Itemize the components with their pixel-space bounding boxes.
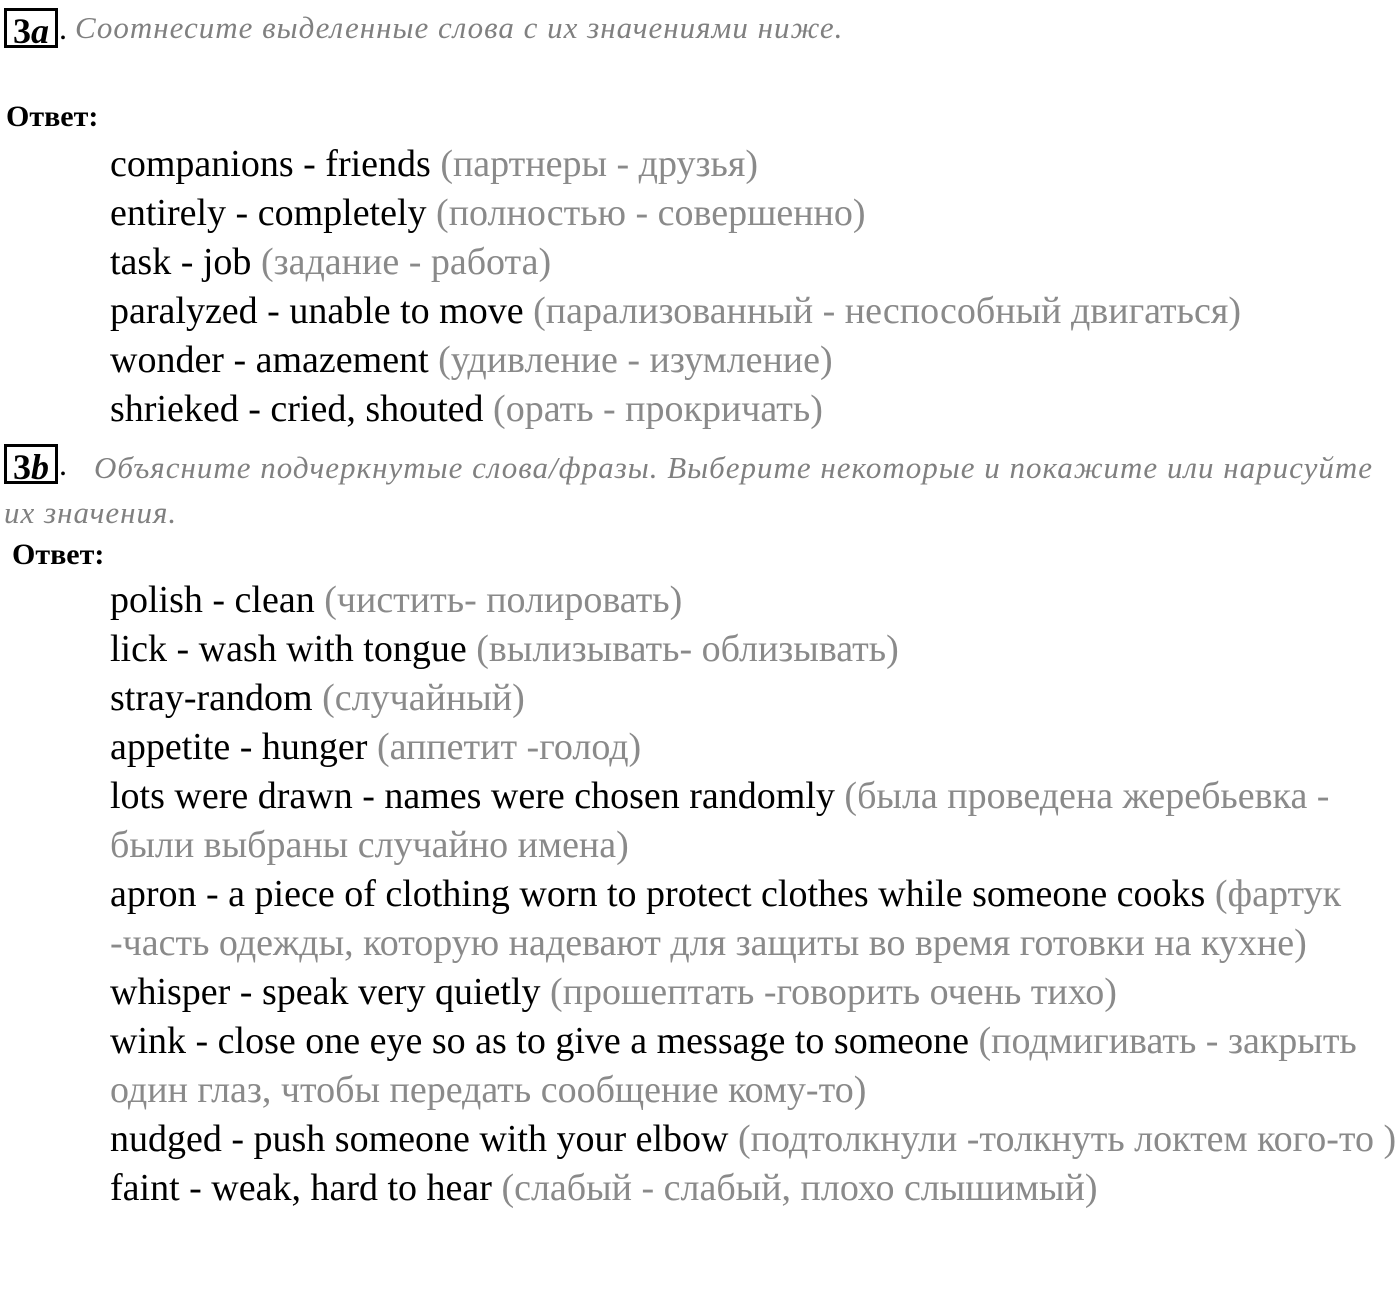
translation: (прошептать -говорить очень тихо): [550, 971, 1117, 1013]
exercise-letter: a: [31, 11, 49, 51]
translation: (фартук -часть одежды, которую надевают для защиты во время готовки на кухне): [110, 873, 1342, 964]
exercise-number-dot: .: [59, 10, 67, 46]
list-item: [110, 968, 1400, 1017]
translation: (подмигивать - закрыть один глаз, чтобы передать сообщение кому-то): [110, 1020, 1357, 1111]
term-definition: nudged - push someone with your elbow: [110, 1118, 729, 1160]
term-definition: companions - friends: [110, 143, 431, 185]
list-item: [110, 189, 1400, 238]
list-item: [110, 1017, 1400, 1115]
exercise-number-dot: .: [59, 446, 67, 482]
term-definition: appetite - hunger: [110, 726, 368, 768]
translation: (чистить- полировать): [324, 579, 683, 621]
exercise-3b-instruction: Объясните подчеркнутые слова/фразы. Выберите некоторые и покажите или нарисуйте их значения.: [4, 450, 1374, 530]
list-item: [110, 576, 1400, 625]
term-definition: entirely - completely: [110, 192, 427, 234]
translation: (полностью - совершенно): [436, 192, 866, 234]
translation: (задание - работа): [260, 241, 552, 283]
list-item: [110, 870, 1400, 968]
list-item: [110, 1164, 1400, 1213]
exercise-3a-number-box: [4, 8, 58, 51]
translation: (орать - прокричать): [493, 388, 823, 430]
exercise-number: 3: [13, 11, 31, 51]
exercise-3a-instruction: Соотнесите выделенные слова с их значениями ниже.: [75, 10, 844, 45]
translation: (вылизывать- облизывать): [476, 628, 899, 670]
translation: (подтолкнули -толкнуть локтем кого-то ): [737, 1118, 1397, 1160]
term-definition: paralyzed - unable to move: [110, 290, 524, 332]
list-item: [110, 336, 1400, 385]
exercise-3b-answer-label: Ответ:: [12, 538, 105, 571]
term-definition: wonder - amazement: [110, 339, 429, 381]
translation: (партнеры - друзья): [440, 143, 758, 185]
term-definition: wink - close one eye so as to give a message to someone: [110, 1020, 969, 1062]
list-item: [110, 723, 1400, 772]
translation: (слабый - слабый, плохо слышимый): [501, 1167, 1098, 1209]
list-item: [110, 385, 1400, 434]
term-definition: polish - clean: [110, 579, 315, 621]
translation: (аппетит -голод): [376, 726, 642, 768]
exercise-letter: b: [31, 447, 49, 487]
translation: (парализованный - неспособный двигаться): [533, 290, 1241, 332]
list-item: [110, 287, 1400, 336]
term-definition: whisper - speak very quietly: [110, 971, 541, 1013]
term-definition: faint - weak, hard to hear: [110, 1167, 492, 1209]
exercise-3a-answer-label: Ответ:: [6, 100, 99, 133]
list-item: [110, 772, 1400, 870]
list-item: [110, 674, 1400, 723]
term-definition: shrieked - cried, shouted: [110, 388, 484, 430]
term-definition: stray-random: [110, 677, 313, 719]
list-item: [110, 1115, 1400, 1164]
term-definition: lots were drawn - names were chosen randomly: [110, 775, 835, 817]
exercise-3a-answer-list: [110, 140, 1400, 434]
term-definition: task - job: [110, 241, 252, 283]
translation: (была проведена жеребьевка - были выбраны случайно имена): [110, 775, 1330, 866]
exercise-3b-answer-list: [110, 576, 1400, 1213]
list-item: [110, 238, 1400, 287]
list-item: [110, 140, 1400, 189]
translation: (случайный): [322, 677, 525, 719]
term-definition: apron - a piece of clothing worn to protect clothes while someone cooks: [110, 873, 1206, 915]
exercise-3a-header: [4, 8, 843, 50]
translation: (удивление - изумление): [438, 339, 833, 381]
list-item: [110, 625, 1400, 674]
exercise-number: 3: [13, 447, 31, 487]
term-definition: lick - wash with tongue: [110, 628, 467, 670]
